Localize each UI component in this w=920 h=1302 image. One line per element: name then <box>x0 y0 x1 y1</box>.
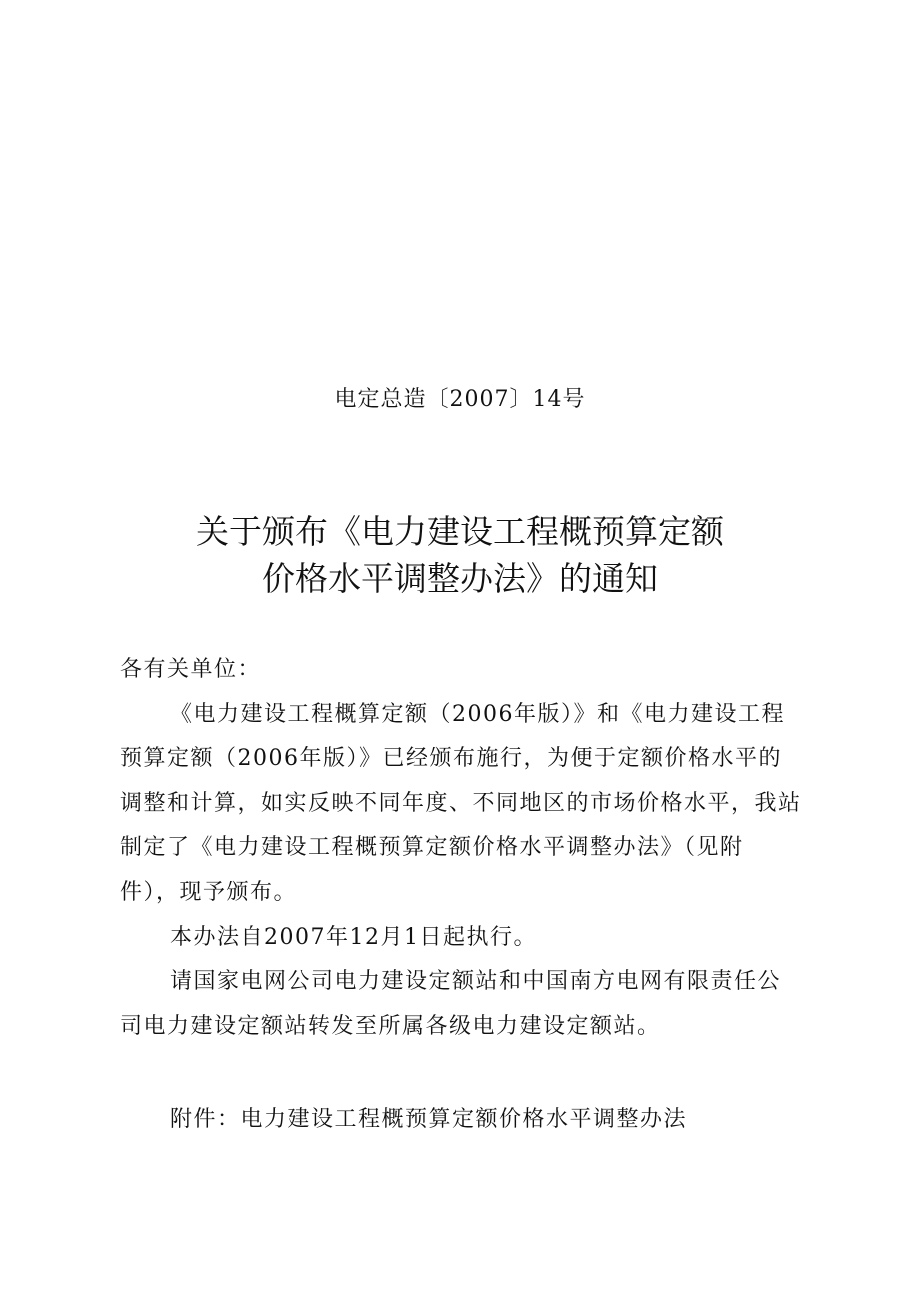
body-paragraph-3: 请国家电网公司电力建设定额站和中国南方电网有限责任公司电力建设定额站转发至所属各级电力建设定额站。 <box>120 969 782 1039</box>
salutation: 各有关单位： <box>120 657 262 682</box>
attachment-line: 附件：电力建设工程概预算定额价格水平调整办法 <box>170 1107 688 1132</box>
body-paragraph-1: 《电力建设工程概算定额（2006年版）》和《电力建设工程预算定额（2006年版）》已经颁布施行，为便于定额价格水平的调整和计算，如实反映不同年度、不同地区的市场价格水平，我站制定了《电力建设工程概预算定额价格水平调整办法》（见附件），现予颁布。 <box>120 701 802 905</box>
title-line-2: 价格水平调整办法》的通知 <box>262 559 658 598</box>
document-number: 电定总造〔2007〕14号 <box>334 387 586 412</box>
body-paragraph-2: 本办法自2007年12月1日起执行。 <box>170 924 537 950</box>
document-title <box>0 508 920 602</box>
document-body <box>120 648 802 1049</box>
title-line-1: 关于颁布《电力建设工程概预算定额 <box>196 512 724 551</box>
